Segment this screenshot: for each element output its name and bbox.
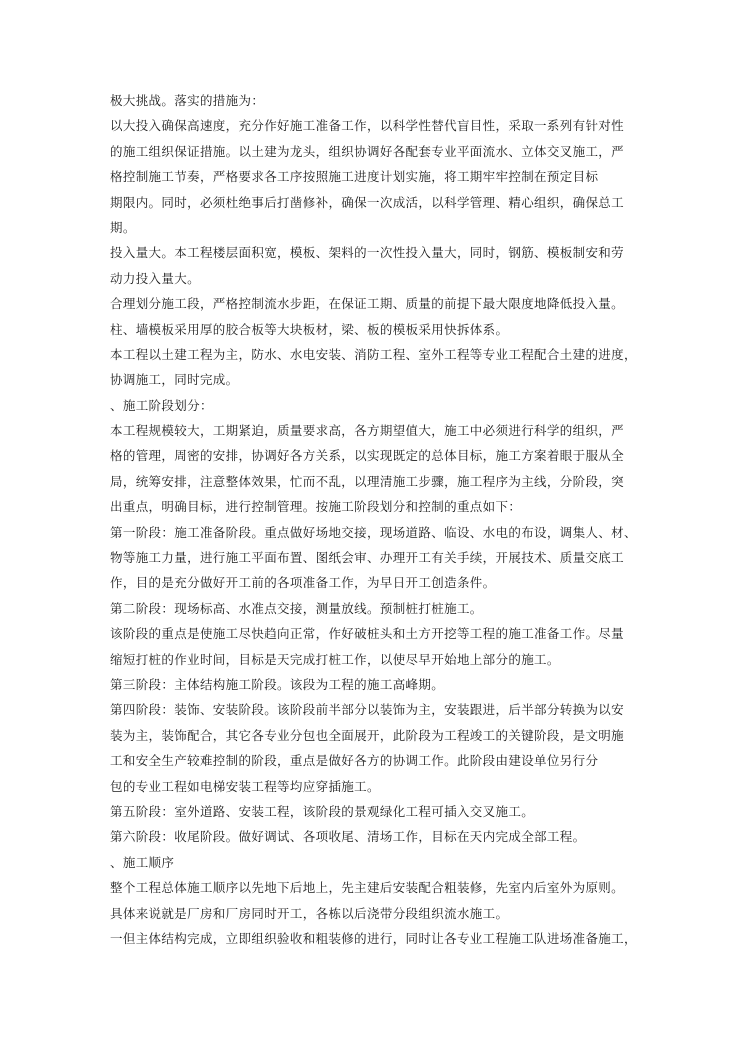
text-line: 第五阶段：室外道路、安装工程，该阶段的景观绿化工程可插入交叉施工。	[110, 803, 535, 819]
text-line: 期限内。同时，必须杜绝事后打凿修补，确保一次成活，以科学管理、精心组织，确保总工	[110, 194, 625, 210]
document-body	[110, 88, 650, 951]
text-line: 物等施工力量，进行施工平面布置、图纸会审、办理开工有关手续，开展技术、质量交底工	[110, 550, 625, 566]
text-line: 投入量大。本工程楼层面积宽，模板、架料的一次性投入量大，同时，钢筋、模板制安和劳	[110, 245, 625, 261]
text-line: 第六阶段：收尾阶段。做好调试、各项收尾、清场工作，目标在天内完成全部工程。	[110, 829, 586, 845]
text-line: 第三阶段：主体结构施工阶段。该段为工程的施工高峰期。	[110, 676, 445, 692]
text-line: 期。	[110, 219, 136, 235]
text-line: 一但主体结构完成，立即组织验收和粗装修的进行，同时让各专业工程施工队进场准备施工，	[110, 930, 637, 946]
text-line: 动力投入量大。	[110, 270, 200, 286]
section-heading: 、施工顺序	[110, 854, 175, 870]
text-line: 该阶段的重点是使施工尽快趋向正常，作好破桩头和土方开挖等工程的施工准备工作。尽量	[110, 626, 625, 642]
text-line: 本工程规模较大，工期紧迫，质量要求高，各方期望值大，施工中必须进行科学的组织，严	[110, 423, 625, 439]
text-line: 的施工组织保证措施。以土建为龙头，组织协调好各配套专业平面流水、立体交叉施工，严	[110, 143, 625, 159]
text-line: 以大投入确保高速度，充分作好施工准备工作，以科学性替代盲目性，采取一系列有针对性	[110, 118, 625, 134]
text-line: 极大挑战。落实的措施为：	[110, 93, 265, 108]
section-heading: 、施工阶段划分：	[110, 397, 213, 413]
text-line: 第二阶段：现场标高、水准点交接，测量放线。预制桩打桩施工。	[110, 600, 483, 616]
text-line: 合理划分施工段，严格控制流水步距，在保证工期、质量的前提下最大限度地降低投入量。	[110, 296, 625, 312]
text-line: 格的管理，周密的安排，协调好各方关系，以实现既定的总体目标，施工方案着眼于服从全	[110, 448, 625, 464]
text-line: 包的专业工程如电梯安装工程等均应穿插施工。	[110, 778, 380, 794]
text-line: 局，统筹安排，注意整体效果，忙而不乱，以理清施工步骤，施工程序为主线，分阶段，突	[110, 473, 625, 489]
text-line: 整个工程总体施工顺序以先地下后地上，先主建后安装配合粗装修，先室内后室外为原则。	[110, 880, 625, 896]
text-line: 本工程以土建工程为主，防水、水电安装、消防工程、室外工程等专业工程配合土建的进度，	[110, 346, 637, 362]
text-line: 缩短打桩的作业时间，目标是天完成打桩工作，以使尽早开始地上部分的施工。	[110, 651, 560, 667]
text-line: 第四阶段：装饰、安装阶段。该阶段前半部分以装饰为主，安装跟进，后半部分转换为以安	[110, 702, 625, 718]
text-line: 格控制施工节奏，严格要求各工序按照施工进度计划实施，将工期牢牢控制在预定目标	[110, 169, 599, 185]
text-line: 工和安全生产较难控制的阶段，重点是做好各方的协调工作。此阶段由建设单位另行分	[110, 753, 599, 769]
text-line: 作，目的是充分做好开工前的各项准备工作，为早日开工创造条件。	[110, 575, 496, 591]
text-line: 第一阶段：施工准备阶段。重点做好场地交接，现场道路、临设、水电的布设，调集人、材、	[110, 524, 637, 540]
text-line: 协调施工，同时完成。	[110, 372, 239, 388]
text-line: 具体来说就是厂房和厂房同时开工，各栋以后浇带分段组织流水施工。	[110, 905, 509, 921]
text-line: 柱、墙模板采用厚的胶合板等大块板材，梁、板的模板采用快拆体系。	[110, 321, 509, 337]
text-line: 出重点，明确目标，进行控制管理。按施工阶段划分和控制的重点如下：	[110, 499, 522, 515]
text-line: 装为主，装饰配合，其它各专业分包也全面展开，此阶段为工程竣工的关键阶段，是文明施	[110, 727, 625, 743]
